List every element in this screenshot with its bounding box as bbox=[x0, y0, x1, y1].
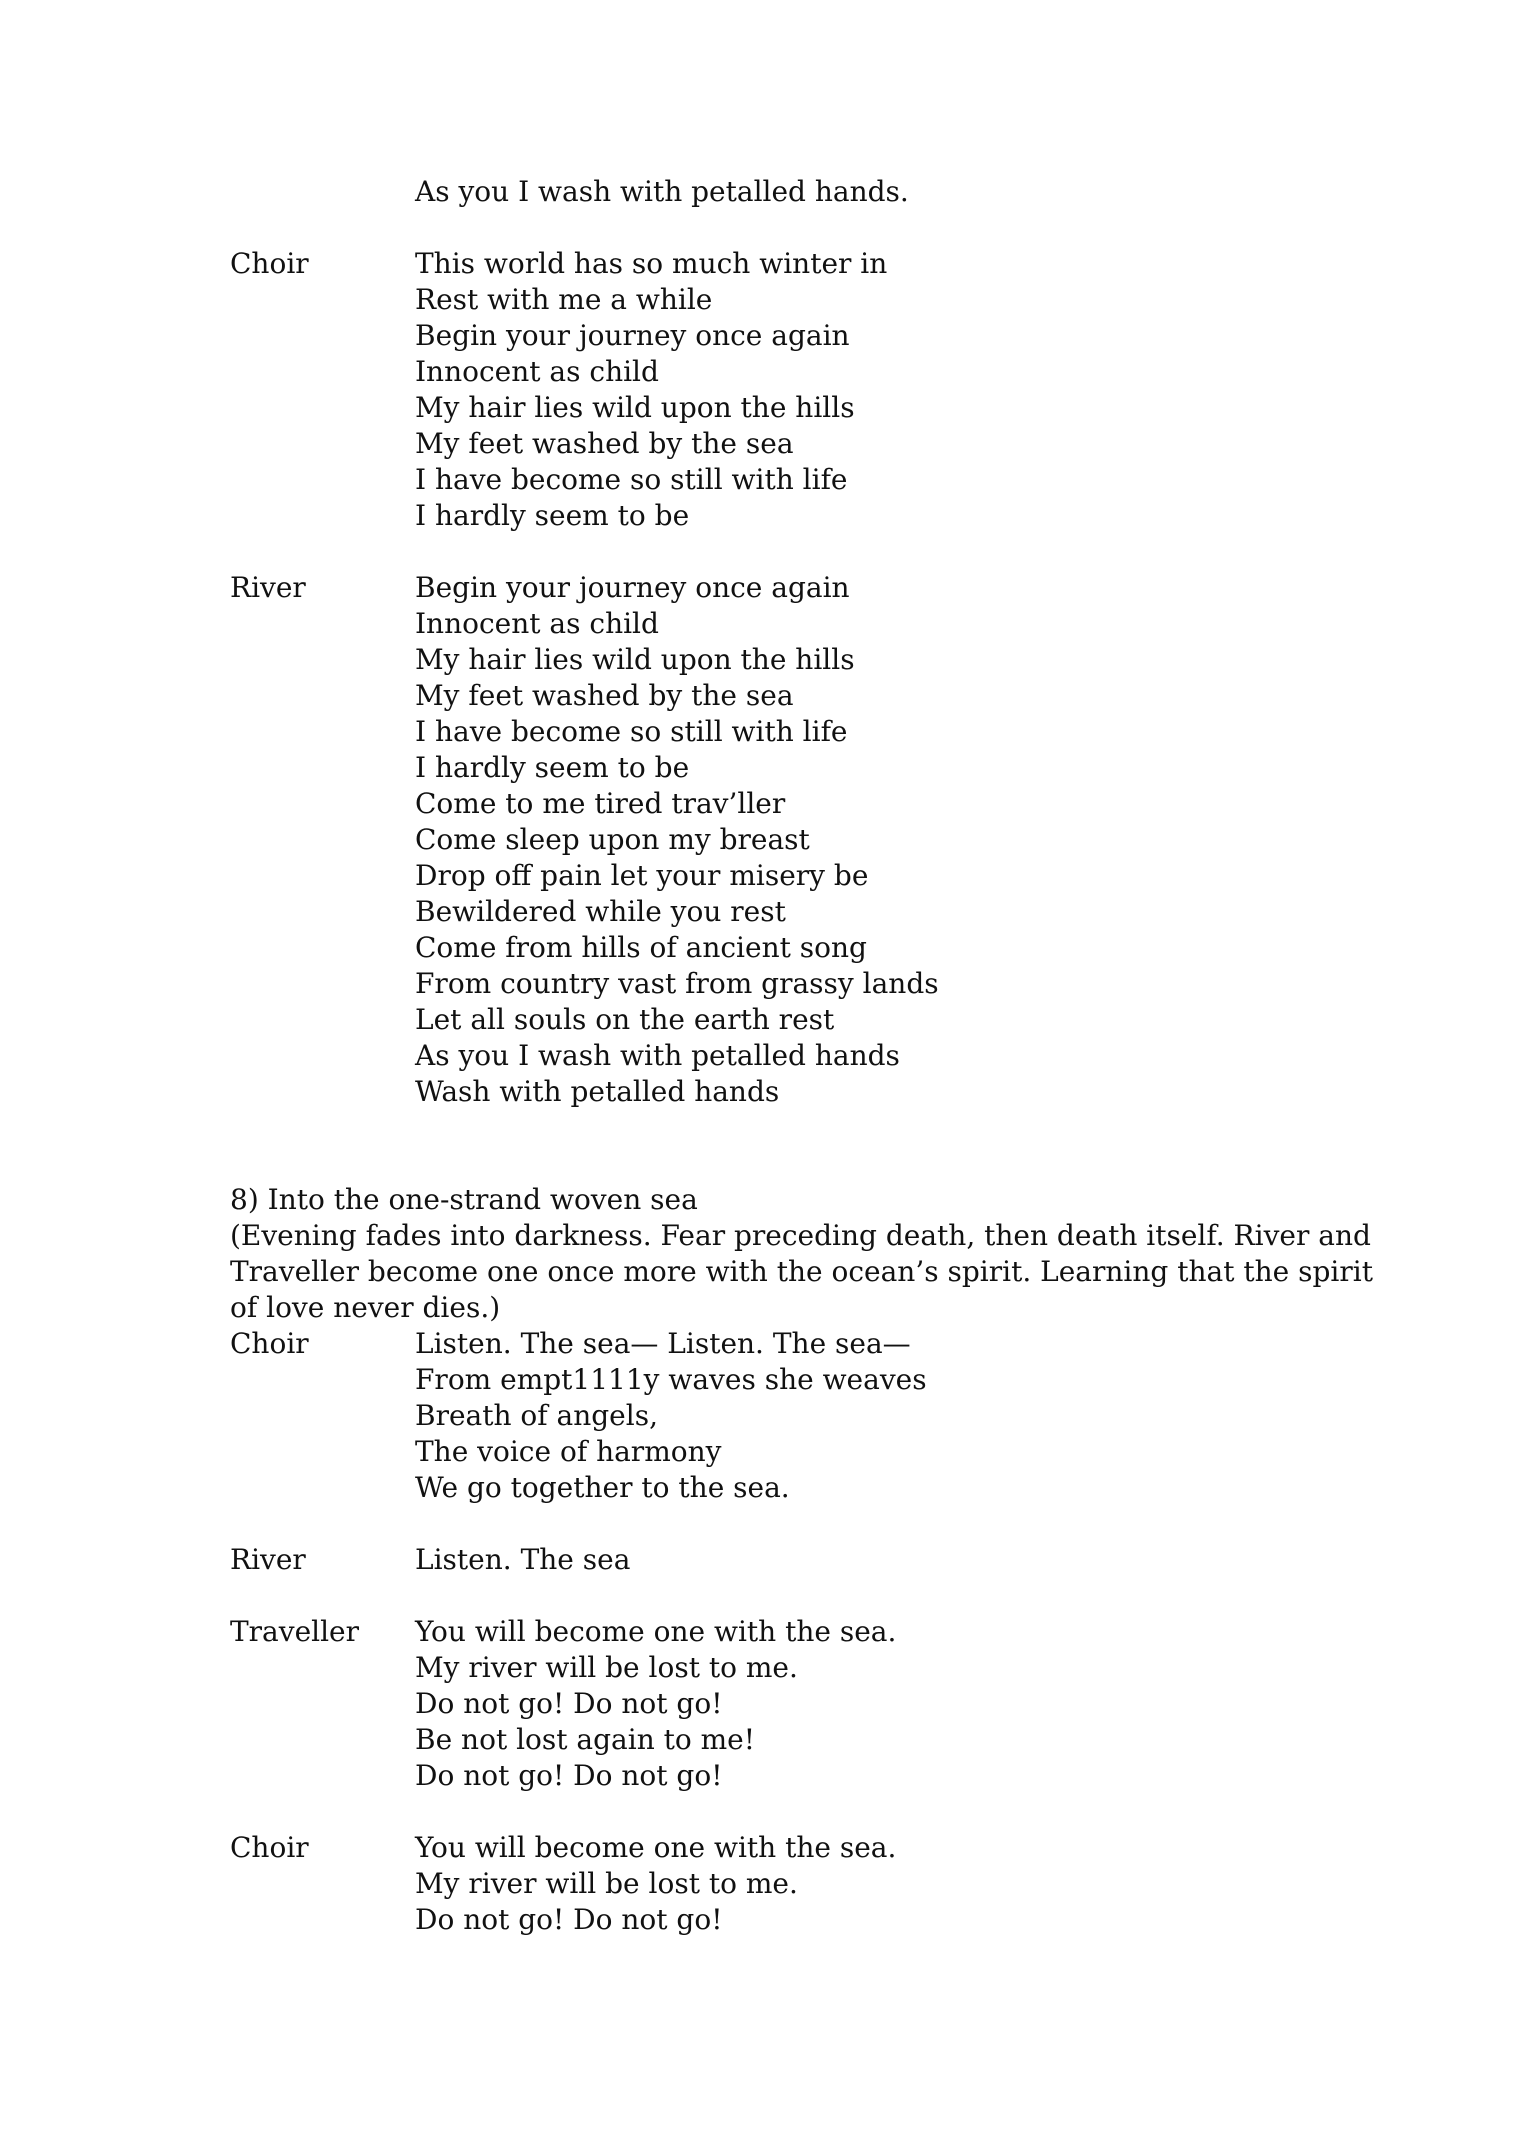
verse-line: My river will be lost to me. bbox=[415, 1867, 798, 1900]
verse-line: Breath of angels, bbox=[415, 1399, 658, 1432]
verse-line: My feet washed by the sea bbox=[415, 427, 794, 460]
speaker-label: Choir bbox=[230, 1831, 309, 1864]
verse-line: The voice of harmony bbox=[415, 1435, 722, 1468]
verse-line: From country vast from grassy lands bbox=[415, 967, 939, 1000]
verse-line: Innocent as child bbox=[415, 607, 659, 640]
stage-direction-line: (Evening fades into darkness. Fear preceding death, then death itself. River and bbox=[230, 1219, 1371, 1252]
verse-line: Listen. The sea bbox=[415, 1543, 631, 1576]
stage-direction-line: Traveller become one once more with the ocean’s spirit. Learning that the spirit bbox=[230, 1255, 1373, 1288]
verse-line: My hair lies wild upon the hills bbox=[415, 391, 855, 424]
section-heading: 8) Into the one-strand woven sea bbox=[230, 1183, 698, 1216]
verse-line: You will become one with the sea. bbox=[415, 1831, 897, 1864]
verse-line: Do not go! Do not go! bbox=[415, 1903, 723, 1936]
speaker-label: Traveller bbox=[230, 1615, 360, 1648]
speaker-label: River bbox=[230, 1543, 306, 1576]
verse-line: Begin your journey once again bbox=[415, 319, 850, 352]
verse-line: My hair lies wild upon the hills bbox=[415, 643, 855, 676]
verse-line: Bewildered while you rest bbox=[415, 895, 786, 928]
verse-line: I hardly seem to be bbox=[415, 751, 690, 784]
verse-line: Wash with petalled hands bbox=[415, 1075, 780, 1108]
verse-line: This world has so much winter in bbox=[415, 247, 888, 280]
verse-line: Do not go! Do not go! bbox=[415, 1759, 723, 1792]
verse-line: As you I wash with petalled hands bbox=[415, 1039, 900, 1072]
verse-line: Do not go! Do not go! bbox=[415, 1687, 723, 1720]
speaker-label: Choir bbox=[230, 1327, 309, 1360]
verse-line: From empt1111y waves she weaves bbox=[415, 1363, 927, 1396]
verse-line: Come from hills of ancient song bbox=[415, 931, 867, 964]
verse-line: Begin your journey once again bbox=[415, 571, 850, 604]
verse-line: Rest with me a while bbox=[415, 283, 713, 316]
verse-line: Be not lost again to me! bbox=[415, 1723, 756, 1756]
verse-line: I have become so still with life bbox=[415, 715, 848, 748]
verse-line: I have become so still with life bbox=[415, 463, 848, 496]
verse-line: As you I wash with petalled hands. bbox=[415, 175, 909, 208]
verse-line: I hardly seem to be bbox=[415, 499, 690, 532]
verse-line: Come sleep upon my breast bbox=[415, 823, 810, 856]
verse-line: Listen. The sea— Listen. The sea— bbox=[415, 1327, 911, 1360]
verse-line: Let all souls on the earth rest bbox=[415, 1003, 835, 1036]
stage-direction-line: of love never dies.) bbox=[230, 1291, 501, 1324]
verse-line: You will become one with the sea. bbox=[415, 1615, 897, 1648]
verse-line: My river will be lost to me. bbox=[415, 1651, 798, 1684]
verse-line: We go together to the sea. bbox=[415, 1471, 790, 1504]
verse-line: My feet washed by the sea bbox=[415, 679, 794, 712]
verse-line: Innocent as child bbox=[415, 355, 659, 388]
speaker-label: River bbox=[230, 571, 306, 604]
speaker-label: Choir bbox=[230, 247, 309, 280]
verse-line: Come to me tired trav’ller bbox=[415, 787, 786, 820]
verse-line: Drop off pain let your misery be bbox=[415, 859, 869, 892]
